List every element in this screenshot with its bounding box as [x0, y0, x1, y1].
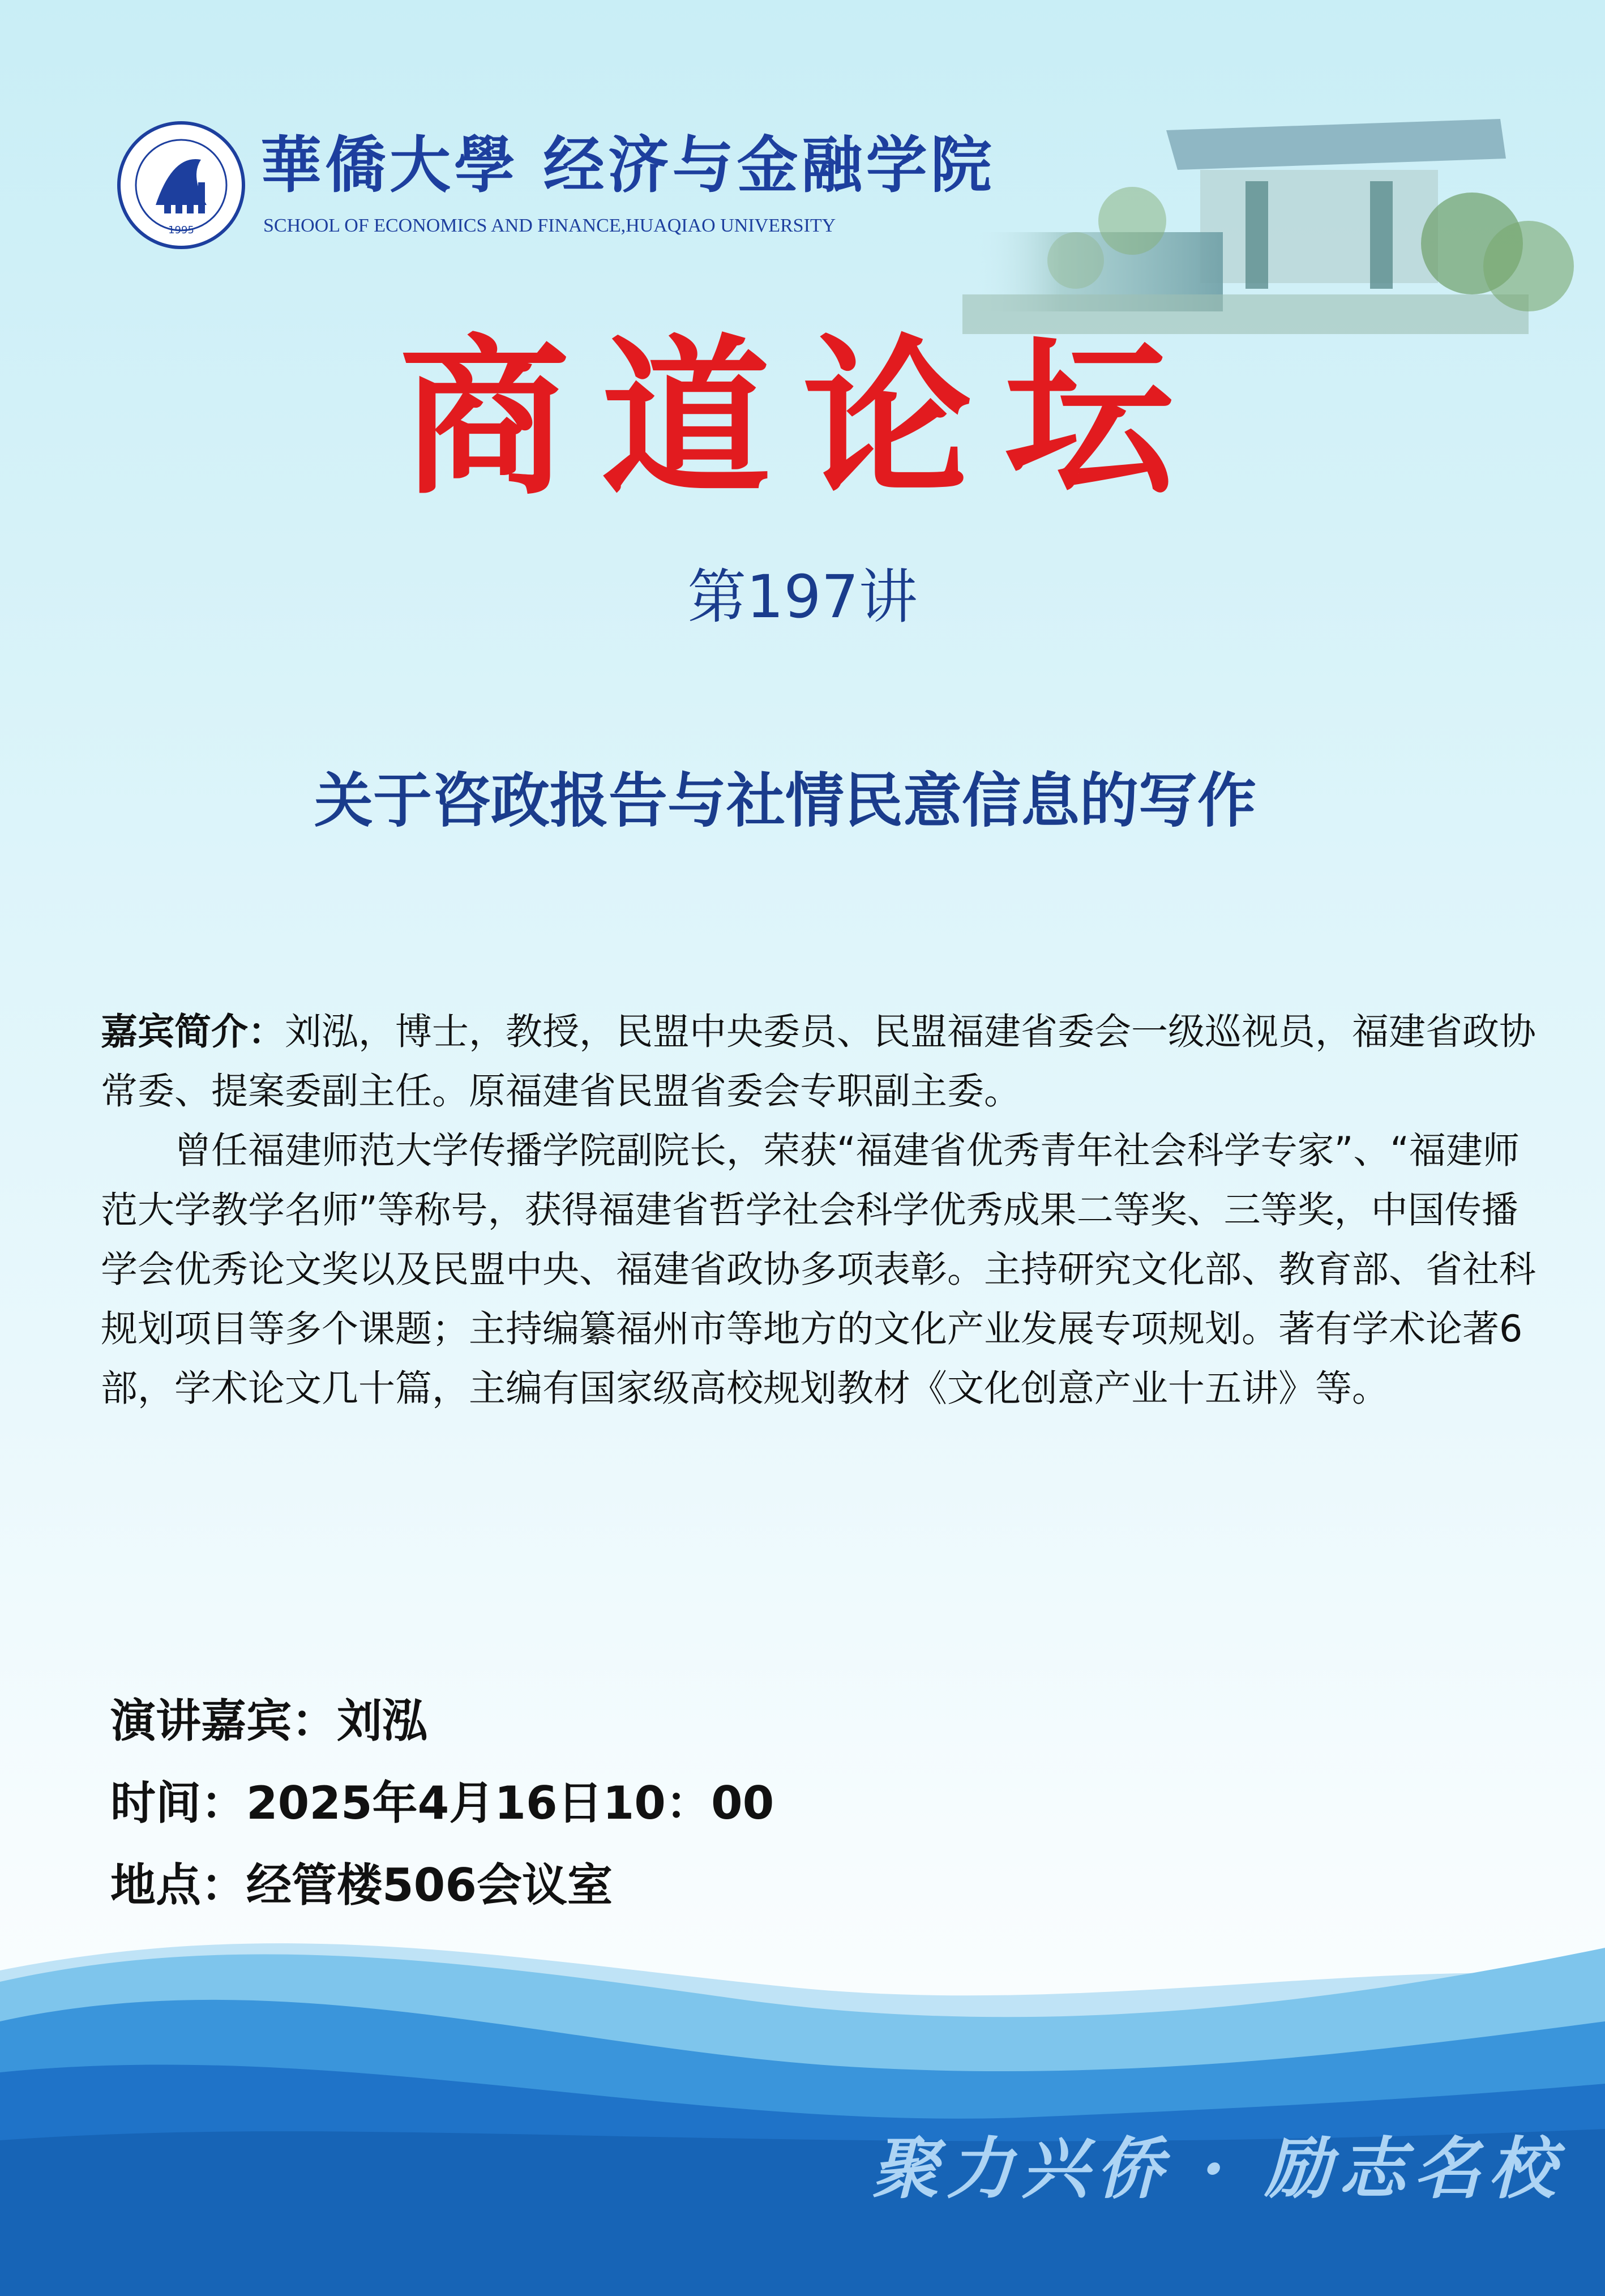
- forum-title: 商道论坛: [399, 320, 1206, 518]
- talk-title: 关于咨政报告与社情民意信息的写作: [314, 766, 1257, 835]
- wave-decoration: [0, 1925, 1605, 2296]
- venue-line: 地点：经管楼506会议室: [110, 1859, 613, 1912]
- bio-paragraph-2: 曾任福建师范大学传播学院副院长，荣获“福建省优秀青年社会科学专家”、“福建师范大学教学名师”等称号，获得福建省哲学社会科学优秀成果二等奖、三等奖，中国传播学会优秀论文奖以及民盟中央、福建省政协多项表彰。主持研究文化部、教育部、省社科规划项目等多个课题；主持编纂福州市等地方的文化产业发展专项规划。著有学术论著6部，学术论文几十篇，主编有国家级高校规划教材《文化创意产业十五讲》等。: [101, 1130, 1536, 1410]
- school-chinese-name: 華僑大學 经济与金融学院: [260, 130, 995, 201]
- slogan: 聚力兴侨 · 励志名校: [872, 2129, 1564, 2208]
- guest-bio: [101, 1002, 1550, 1418]
- university-emblem-logo: [116, 120, 246, 250]
- bio-label: 嘉宾简介：: [101, 1011, 285, 1053]
- bio-paragraph-1-text: 刘泓，博士，教授，民盟中央委员、民盟福建省委会一级巡视员，福建省政协常委、提案委副主任。原福建省民盟省委会专职副主委。: [101, 1011, 1536, 1113]
- school-english-name: SCHOOL OF ECONOMICS AND FINANCE,HUAQIAO UNIVERSITY: [263, 215, 836, 236]
- speaker-line: 演讲嘉宾：刘泓: [110, 1695, 427, 1747]
- lecture-number: 第197讲: [687, 562, 918, 631]
- bio-paragraph-1: [101, 1002, 1550, 1121]
- time-line: 时间：2025年4月16日10：00: [110, 1777, 774, 1829]
- svg-text:1995: 1995: [168, 224, 194, 236]
